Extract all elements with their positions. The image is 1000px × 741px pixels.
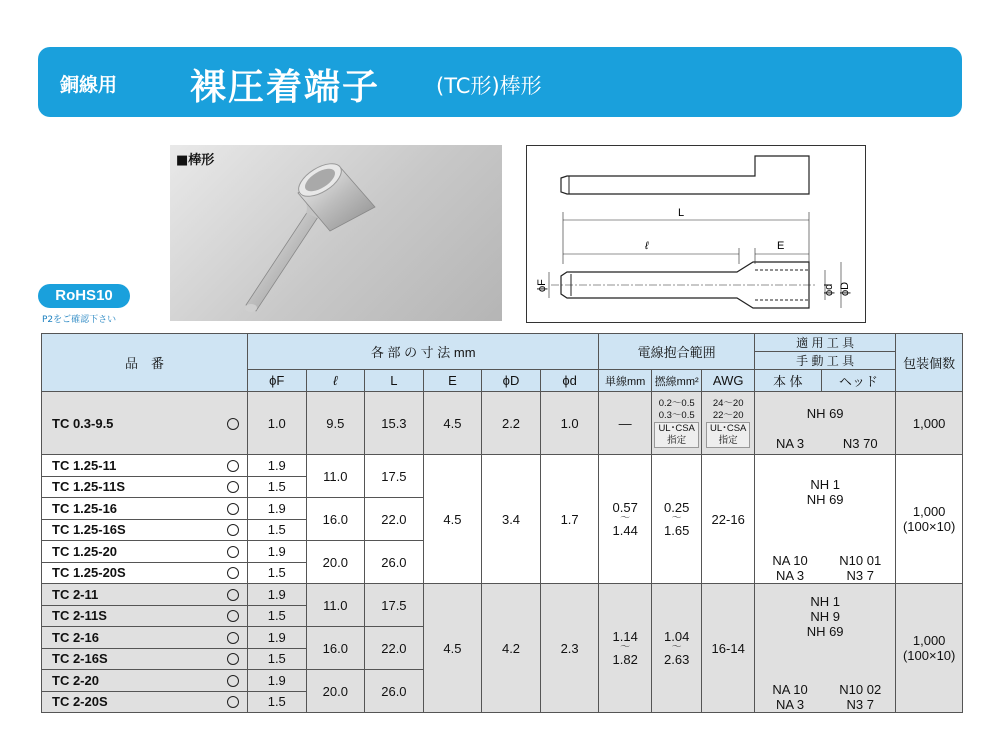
hdr-awg: AWG: [702, 370, 755, 392]
cell-phid: 1.0: [540, 392, 599, 455]
part-number: TC 2-11S: [52, 608, 107, 624]
table-row: [42, 392, 963, 455]
hdr-tool2: 手 動 工 具: [754, 352, 895, 370]
category-label: 銅線用: [60, 74, 118, 96]
dim-l: ℓ: [645, 240, 649, 252]
rohs-badge: RoHS10: [38, 284, 130, 308]
photo-label: ■棒形: [176, 153, 215, 168]
cell-pack: 1,000 (100×10): [896, 584, 963, 713]
cell-E: 4.5: [423, 392, 482, 455]
part-number: TC 2-20: [52, 672, 99, 688]
part-number: TC 2-11: [52, 586, 99, 602]
table-row: TC 2-20 1.9 20.0 26.0: [42, 670, 963, 692]
hdr-phiF: ϕF: [247, 370, 306, 392]
part-number: TC 0.3-9.5: [52, 415, 114, 431]
cell-L: 15.3: [365, 392, 424, 455]
circle-mark-icon: [227, 524, 239, 536]
terminal-diagram: [527, 146, 865, 322]
circle-mark-icon: [227, 675, 239, 687]
table-row: TC 1.25-20 1.9 20.0 26.0: [42, 541, 963, 563]
circle-mark-icon: [227, 589, 239, 601]
cell-tools: NH 1 NH 9 NH 69 NA 10 NA 3 N10 02 N3 7: [754, 584, 895, 713]
circle-mark-icon: [227, 610, 239, 622]
table-row: TC 2-11S 1.5: [42, 605, 963, 627]
hdr-E: E: [423, 370, 482, 392]
dim-phiF: ϕF: [536, 279, 548, 292]
cell-pack: 1,000 (100×10): [896, 455, 963, 584]
table-row: TC 2-16S 1.5: [42, 648, 963, 670]
cell-l: 9.5: [306, 392, 365, 455]
hdr-phid: ϕd: [540, 370, 599, 392]
table-row: TC 2-11 1.9 11.0 17.5 4.5 4.2 2.3 1.14 〜 1.82 1.04 〜 2.63 16-14 NH 1 NH 9 NH 69 NA 10 NA 3 N10 02 N3 7 1,000 (100×10): [42, 584, 963, 606]
page-subtitle: (TC形)棒形: [436, 74, 542, 98]
table-row: TC 2-16 1.9 16.0 22.0: [42, 627, 963, 649]
cell-single: 1.14 〜 1.82: [599, 584, 652, 713]
cell-single: 0.57 〜 1.44: [599, 455, 652, 584]
cell-single: —: [599, 392, 652, 455]
cell-strand: 1.04 〜 2.63: [651, 584, 701, 713]
part-number: TC 1.25-11S: [52, 479, 125, 495]
page-title: 裸圧着端子: [190, 67, 381, 108]
cell-phiD: 2.2: [482, 392, 541, 455]
hdr-head: ヘッド: [821, 370, 896, 392]
rohs-note: P2をご確認下さい: [42, 315, 117, 325]
circle-mark-icon: [227, 653, 239, 665]
table-row: TC 1.25-11 1.9 11.0 17.5 4.5 3.4 1.7 0.57 〜 1.44 0.25 〜 1.65 22-16 NH 1 NH 69 NA 10 NA 3 N10 01 N3 7 1,000 (100×10): [42, 455, 963, 477]
dim-L: L: [678, 207, 685, 219]
cell-pack: 1,000: [896, 392, 963, 455]
cell-tools: NH 69 NA 3 N3 70: [754, 392, 895, 455]
cell-strand: 0.2〜0.5 0.3〜0.5 UL･CSA 指定: [651, 392, 701, 455]
hdr-wire: 電線抱合範囲: [599, 334, 755, 370]
circle-mark-icon: [227, 418, 239, 430]
cell-tools: NH 1 NH 69 NA 10 NA 3 N10 01 N3 7: [754, 455, 895, 584]
circle-mark-icon: [227, 503, 239, 515]
part-number: TC 1.25-11: [52, 457, 117, 473]
hdr-l: ℓ: [306, 370, 365, 392]
table-row: TC 2-20S 1.5: [42, 691, 963, 713]
part-number: TC 2-16S: [52, 651, 108, 667]
part-number: TC 1.25-16S: [52, 522, 126, 538]
hdr-L: L: [365, 370, 424, 392]
cell-phiF: 1.0: [247, 392, 306, 455]
table-row: TC 1.25-16S 1.5: [42, 519, 963, 541]
circle-mark-icon: [227, 546, 239, 558]
hdr-strand: 撚線mm²: [651, 370, 701, 392]
dimension-drawing: [526, 145, 866, 323]
dim-phiD: ϕD: [839, 281, 851, 296]
hdr-body: 本 体: [754, 370, 821, 392]
circle-mark-icon: [227, 481, 239, 493]
hdr-single: 単線mm: [599, 370, 652, 392]
hdr-phiD: ϕD: [482, 370, 541, 392]
title-banner: [38, 47, 962, 117]
pin-terminal-image: [170, 145, 502, 321]
hdr-tool1: 適 用 工 具: [754, 334, 895, 352]
hdr-dims: 各 部 の 寸 法 mm: [247, 334, 598, 370]
cell-awg: 24〜20 22〜20 UL･CSA 指定: [702, 392, 755, 455]
part-number: TC 1.25-20S: [52, 565, 126, 581]
table-row: TC 1.25-20S 1.5: [42, 562, 963, 584]
hdr-part: 品 番: [42, 334, 248, 392]
product-photo: [170, 145, 502, 321]
circle-mark-icon: [227, 632, 239, 644]
part-number: TC 1.25-20: [52, 543, 118, 559]
circle-mark-icon: [227, 696, 239, 708]
spec-table: [41, 333, 963, 713]
table-row: TC 1.25-11S 1.5: [42, 476, 963, 498]
circle-mark-icon: [227, 460, 239, 472]
cell-strand: 0.25 〜 1.65: [651, 455, 701, 584]
part-number: TC 2-16: [52, 629, 99, 645]
table-row: TC 1.25-16 1.9 16.0 22.0: [42, 498, 963, 520]
part-number: TC 2-20S: [52, 694, 108, 710]
dim-phid: ϕd: [823, 283, 835, 296]
hdr-pack: 包装個数: [896, 334, 963, 392]
dim-E: E: [777, 240, 785, 252]
part-number: TC 1.25-16: [52, 500, 118, 516]
circle-mark-icon: [227, 567, 239, 579]
